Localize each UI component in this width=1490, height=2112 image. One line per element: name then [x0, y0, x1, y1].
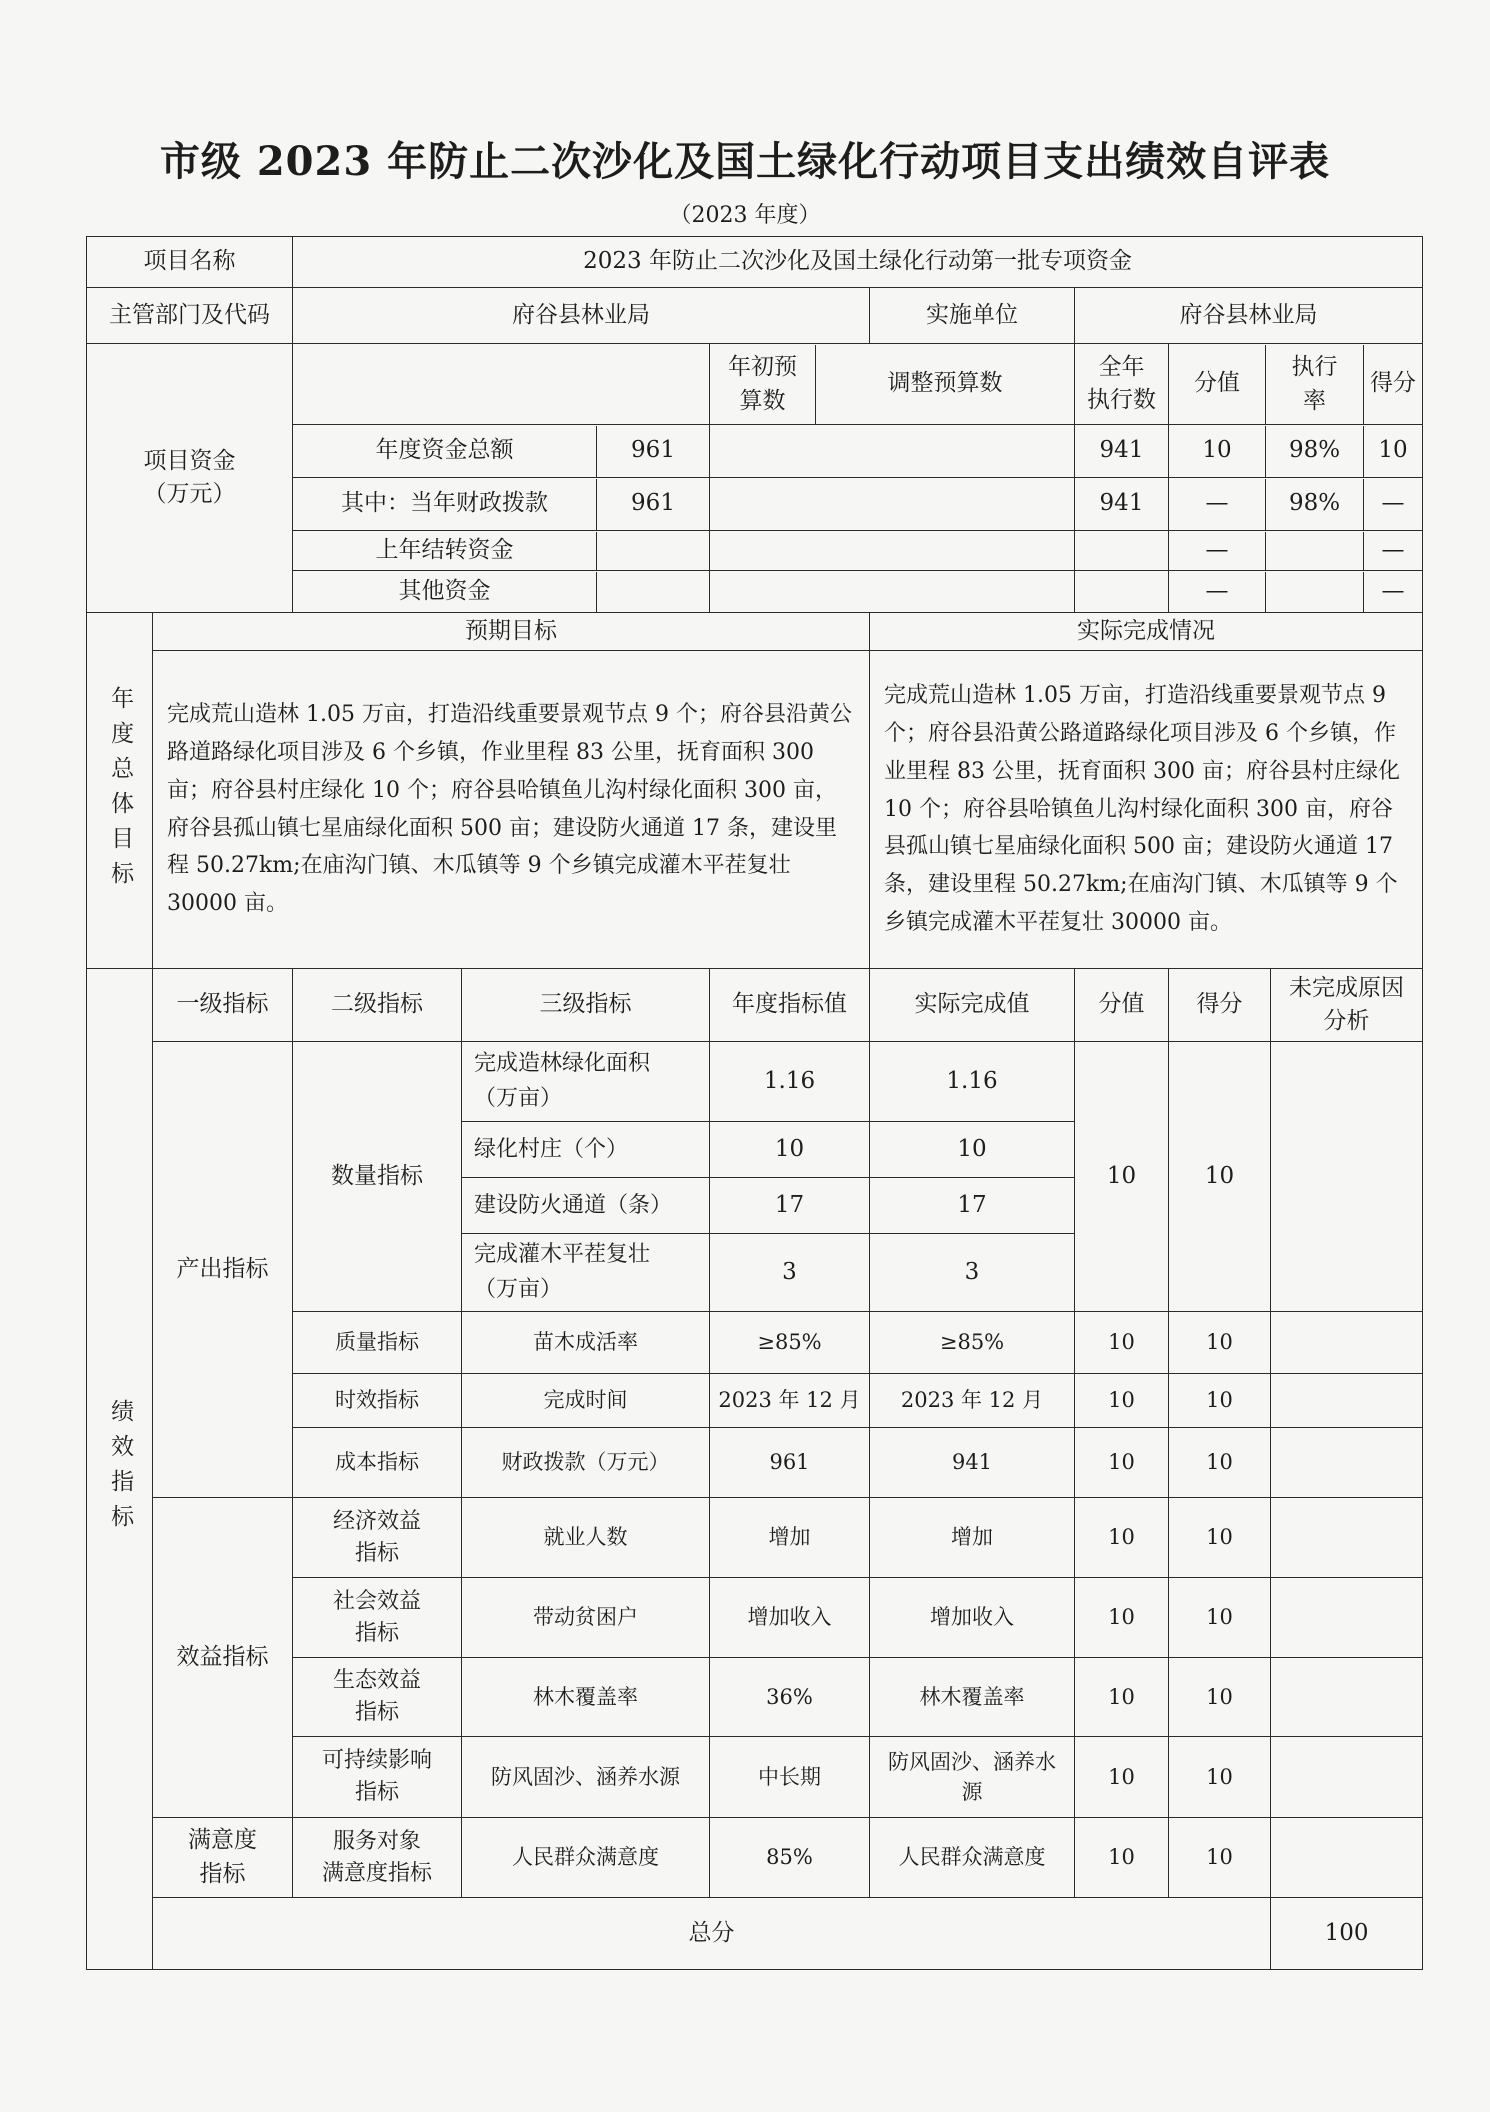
- benefit-score: 10: [1169, 1578, 1271, 1658]
- indicator-actual: 1.16: [870, 1042, 1075, 1122]
- department-value: 府谷县林业局: [293, 288, 870, 344]
- quantity-reason: [1271, 1042, 1423, 1312]
- indicator-row: [87, 1042, 1423, 1122]
- quantity-score: 10: [1169, 1042, 1271, 1312]
- project-name-value: 2023 年防止二次沙化及国土绿化行动第一批专项资金: [293, 237, 1423, 288]
- goals-expected-text: 完成荒山造林 1.05 万亩，打造沿线重要景观节点 9 个；府谷县沿黄公路道路绿化项目涉及 6 个乡镇，作业里程 83 公里，抚育面积 300 亩；府谷县村庄绿化 10 个；府谷县哈镇鱼儿沟村绿化面积 300 亩，府谷县孤山镇七星庙绿化面积 500 亩；建设防火通道 17 条，建设里程 50.27km;在庙沟门镇、木瓜镇等 9 个乡镇完成灌木平茬复壮 30000 亩。: [153, 651, 870, 969]
- indicator-actual: 10: [870, 1122, 1075, 1178]
- page-title: 市级 2023 年防止二次沙化及国土绿化行动项目支出绩效自评表: [159, 138, 1331, 185]
- cost-label: 成本指标: [293, 1428, 462, 1498]
- funds-row-weight: 10: [1169, 426, 1266, 477]
- benefit-weight: 10: [1075, 1658, 1169, 1737]
- header-target: 年度指标值: [710, 969, 870, 1042]
- benefit-target: 36%: [710, 1658, 870, 1737]
- benefit-actual: 增加: [870, 1498, 1075, 1578]
- funds-row-actual: 941: [1075, 425, 1169, 478]
- header-reason: 未完成原因 分析: [1271, 969, 1423, 1042]
- goals-actual-header: 实际完成情况: [870, 613, 1423, 651]
- benefit-sub-label: 经济效益 指标: [293, 1498, 462, 1578]
- indicator-name: 绿化村庄（个）: [462, 1122, 710, 1178]
- funds-row-weight: —: [1169, 572, 1266, 612]
- funds-row-name: 年度资金总额: [293, 426, 597, 477]
- indicator-target: 17: [710, 1178, 870, 1234]
- cost-name: 财政拨款（万元）: [462, 1428, 710, 1498]
- benefit-sub-label: 生态效益 指标: [293, 1658, 462, 1737]
- goals-actual-text: 完成荒山造林 1.05 万亩，打造沿线重要景观节点 9 个；府谷县沿黄公路道路绿化项目涉及 6 个乡镇，作业里程 83 公里，抚育面积 300 亩；府谷县村庄绿化 10 个；府谷县哈镇鱼儿沟村绿化面积 300 亩，府谷县孤山镇七星庙绿化面积 500 亩；建设防火通道 17 条，建设里程 50.27km;在庙沟门镇、木瓜镇等 9 个乡镇完成灌木平茬复壮 30000 亩。: [870, 651, 1423, 969]
- cost-reason: [1271, 1428, 1423, 1498]
- funds-row-rate: 98%: [1266, 426, 1364, 477]
- quantity-weight: 10: [1075, 1042, 1169, 1312]
- indicators-side-label: 绩效指标: [87, 969, 153, 1970]
- funds-header-rate: 执行 率: [1266, 345, 1364, 424]
- funds-label: 项目资金 （万元）: [87, 344, 293, 613]
- quality-actual: ≥85%: [870, 1312, 1075, 1374]
- project-name-row: [87, 237, 1423, 288]
- funds-row-rate: [1266, 532, 1364, 570]
- benefit-actual: 林木覆盖率: [870, 1658, 1075, 1737]
- benefit-target: 增加收入: [710, 1578, 870, 1658]
- indicator-name: 完成造林绿化面积 （万亩）: [462, 1042, 710, 1122]
- benefit-score: 10: [1169, 1658, 1271, 1737]
- header-level3: 三级指标: [462, 969, 710, 1042]
- funds-row-actual: [1075, 571, 1169, 613]
- timeliness-weight: 10: [1075, 1374, 1169, 1428]
- indicators-header-row: [87, 969, 1423, 1042]
- benefit-weight: 10: [1075, 1498, 1169, 1578]
- indicator-row: [87, 1818, 1423, 1898]
- header-score: 得分: [1169, 969, 1271, 1042]
- indicator-name: 建设防火通道（条）: [462, 1178, 710, 1234]
- funds-header-score: 得分: [1370, 370, 1417, 397]
- funds-row-adjusted: [710, 479, 1074, 530]
- quality-weight: 10: [1075, 1312, 1169, 1374]
- funds-row-initial: 961: [631, 437, 675, 464]
- indicator-actual: 17: [870, 1178, 1075, 1234]
- benefit-actual: 防风固沙、涵养水 源: [870, 1737, 1075, 1818]
- quality-name: 苗木成活率: [462, 1312, 710, 1374]
- funds-row-initial: 961: [631, 490, 675, 517]
- benefit-score: 10: [1169, 1737, 1271, 1818]
- self-evaluation-table: [86, 236, 1423, 1970]
- quantity-label: 数量指标: [293, 1042, 462, 1312]
- funds-row-initial: [597, 572, 709, 612]
- funds-header-weight: 分值: [1169, 345, 1266, 424]
- benefit-score: 10: [1169, 1498, 1271, 1578]
- department-row: [87, 288, 1423, 344]
- funds-row-actual: 941: [1075, 478, 1169, 531]
- goals-side-label: 年度总体目标: [87, 613, 153, 969]
- benefit-reason: [1271, 1498, 1423, 1578]
- satisfaction-sub-label: 服务对象 满意度指标: [293, 1818, 462, 1898]
- header-actual: 实际完成值: [870, 969, 1075, 1042]
- benefit-reason: [1271, 1658, 1423, 1737]
- indicator-target: 3: [710, 1234, 870, 1312]
- funds-header-row: [87, 344, 1423, 425]
- satisfaction-weight: 10: [1075, 1818, 1169, 1898]
- implementing-unit-value: 府谷县林业局: [1075, 288, 1423, 344]
- funds-header-group: [1169, 344, 1423, 425]
- funds-row-rate: [1266, 572, 1364, 612]
- satisfaction-name: 人民群众满意度: [462, 1818, 710, 1898]
- funds-row-score: 10: [1378, 437, 1408, 464]
- implementing-unit-label: 实施单位: [870, 288, 1075, 344]
- timeliness-actual: 2023 年 12 月: [870, 1374, 1075, 1428]
- funds-row-adjusted: [710, 426, 1074, 477]
- timeliness-reason: [1271, 1374, 1423, 1428]
- satisfaction-label: 满意度 指标: [153, 1818, 293, 1898]
- benefit-weight: 10: [1075, 1578, 1169, 1658]
- satisfaction-actual: 人民群众满意度: [870, 1818, 1075, 1898]
- cost-actual: 941: [870, 1428, 1075, 1498]
- benefit-name: 林木覆盖率: [462, 1658, 710, 1737]
- timeliness-name: 完成时间: [462, 1374, 710, 1428]
- funds-row-weight: —: [1169, 532, 1266, 570]
- funds-header-blank: [293, 344, 710, 425]
- benefit-name: 就业人数: [462, 1498, 710, 1578]
- funds-row-adjusted: [710, 531, 1075, 571]
- output-label: 产出指标: [153, 1042, 293, 1498]
- quality-reason: [1271, 1312, 1423, 1374]
- funds-row-weight: —: [1169, 479, 1266, 530]
- indicator-actual: 3: [870, 1234, 1075, 1312]
- cost-score: 10: [1169, 1428, 1271, 1498]
- goals-header-row: [87, 613, 1423, 651]
- quality-label: 质量指标: [293, 1312, 462, 1374]
- header-weight: 分值: [1075, 969, 1169, 1042]
- benefit-reason: [1271, 1737, 1423, 1818]
- funds-row-name: 其他资金: [293, 572, 597, 612]
- quality-target: ≥85%: [710, 1312, 870, 1374]
- total-label: 总分: [153, 1898, 1271, 1970]
- funds-row-actual: [1075, 531, 1169, 571]
- funds-row-name: 上年结转资金: [293, 532, 597, 570]
- funds-header-initial: 年初预 算数: [710, 345, 816, 424]
- indicator-target: 1.16: [710, 1042, 870, 1122]
- benefit-weight: 10: [1075, 1737, 1169, 1818]
- funds-header-actual: 全年 执行数: [1075, 344, 1169, 425]
- cost-weight: 10: [1075, 1428, 1169, 1498]
- funds-row-adjusted: [710, 571, 1075, 613]
- project-name-label: 项目名称: [87, 237, 293, 288]
- timeliness-target: 2023 年 12 月: [710, 1374, 870, 1428]
- timeliness-label: 时效指标: [293, 1374, 462, 1428]
- funds-row-rate: 98%: [1266, 479, 1364, 530]
- funds-header-split: [710, 344, 1075, 425]
- benefit-actual: 增加收入: [870, 1578, 1075, 1658]
- benefit-sub-label: 可持续影响 指标: [293, 1737, 462, 1818]
- funds-row-initial: [597, 532, 709, 570]
- cost-target: 961: [710, 1428, 870, 1498]
- satisfaction-score: 10: [1169, 1818, 1271, 1898]
- funds-row-score: —: [1381, 490, 1405, 517]
- funds-row-name: 其中：当年财政拨款: [293, 479, 597, 530]
- benefit-name: 带动贫困户: [462, 1578, 710, 1658]
- header-level2: 二级指标: [293, 969, 462, 1042]
- total-score: 100: [1271, 1898, 1423, 1970]
- benefit-target: 增加: [710, 1498, 870, 1578]
- header-level1: 一级指标: [153, 969, 293, 1042]
- benefit-name: 防风固沙、涵养水源: [462, 1737, 710, 1818]
- satisfaction-target: 85%: [710, 1818, 870, 1898]
- benefit-label: 效益指标: [153, 1498, 293, 1818]
- department-label: 主管部门及代码: [87, 288, 293, 344]
- indicator-row: [87, 1498, 1423, 1578]
- timeliness-score: 10: [1169, 1374, 1271, 1428]
- benefit-sub-label: 社会效益 指标: [293, 1578, 462, 1658]
- funds-row-score: —: [1381, 577, 1405, 604]
- satisfaction-reason: [1271, 1818, 1423, 1898]
- total-row: [87, 1898, 1423, 1970]
- indicator-target: 10: [710, 1122, 870, 1178]
- indicator-name: 完成灌木平茬复壮 （万亩）: [462, 1234, 710, 1312]
- goals-content-row: [87, 651, 1423, 969]
- benefit-target: 中长期: [710, 1737, 870, 1818]
- funds-row-score: —: [1381, 536, 1405, 563]
- page-subtitle: （2023 年度）: [669, 203, 821, 228]
- benefit-reason: [1271, 1578, 1423, 1658]
- funds-header-adjusted: 调整预算数: [887, 370, 1003, 397]
- goals-expected-header: 预期目标: [153, 613, 870, 651]
- quality-score: 10: [1169, 1312, 1271, 1374]
